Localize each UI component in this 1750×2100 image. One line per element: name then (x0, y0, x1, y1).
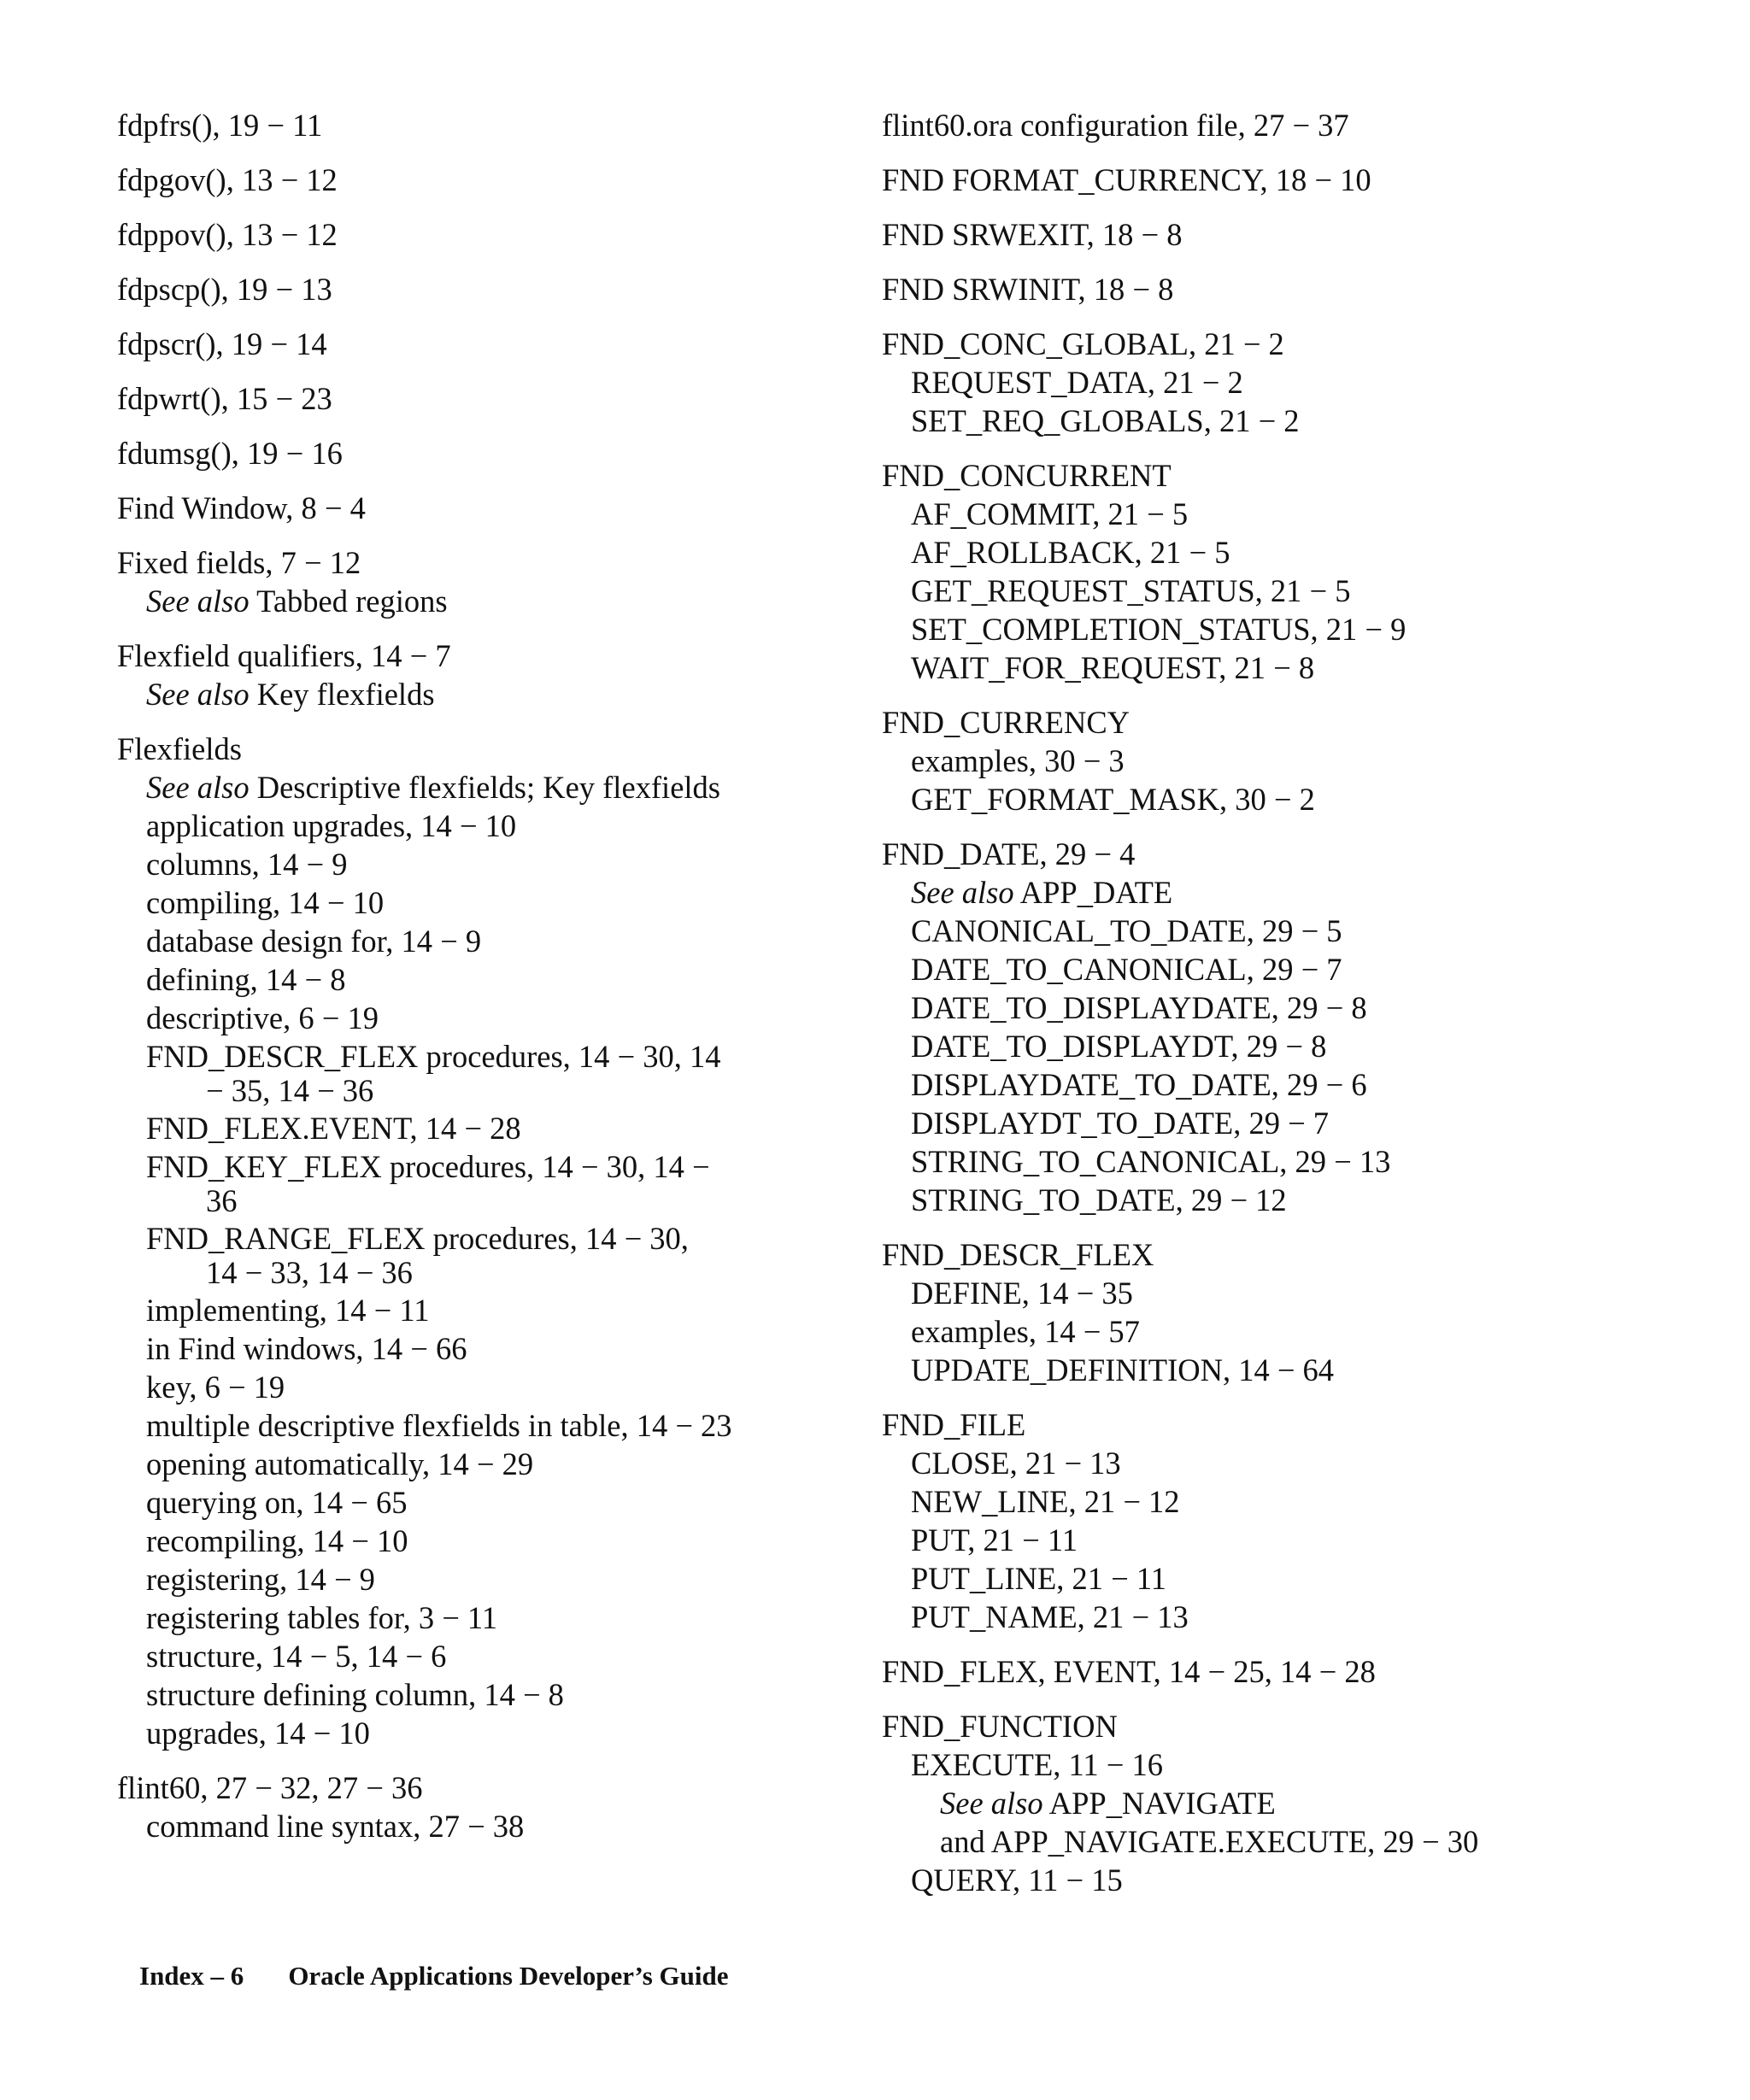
index-entry (882, 325, 1651, 440)
index-subterm (882, 1181, 1651, 1219)
index-subterm (117, 1219, 852, 1258)
index-subterm (882, 1784, 1651, 1822)
index-subterm (117, 999, 852, 1037)
index-text: FND FORMAT_CURRENCY, 18 − 10 (882, 162, 1371, 197)
index-text: 14 − 33, 14 − 36 (206, 1255, 413, 1290)
index-entry (882, 1707, 1651, 1899)
index-text: flint60.ora configuration file, 27 − 37 (882, 108, 1349, 143)
index-entry (117, 543, 852, 620)
see-also-label: See also (146, 677, 250, 712)
index-subterm (117, 1291, 852, 1329)
index-term (117, 636, 852, 675)
index-text: − 35, 14 − 36 (206, 1073, 374, 1108)
index-text: STRING_TO_CANONICAL, 29 − 13 (911, 1144, 1391, 1179)
index-text: DISPLAYDATE_TO_DATE, 29 − 6 (911, 1067, 1367, 1102)
index-subterm (882, 1351, 1651, 1389)
index-text: DATE_TO_CANONICAL, 29 − 7 (911, 952, 1342, 987)
index-text: FND_RANGE_FLEX procedures, 14 − 30, (146, 1221, 689, 1256)
index-entry (117, 106, 852, 144)
index-column-right (882, 106, 1651, 1915)
index-entry (117, 161, 852, 199)
index-subterm (117, 1037, 852, 1076)
index-text: STRING_TO_DATE, 29 − 12 (911, 1182, 1287, 1217)
index-subterm (117, 1147, 852, 1186)
index-term (882, 270, 1651, 308)
index-subterm (882, 1444, 1651, 1482)
index-entry (117, 489, 852, 527)
index-text: APP_NAVIGATE (1048, 1786, 1276, 1821)
index-text: structure defining column, 14 − 8 (146, 1677, 564, 1712)
index-text: registering tables for, 3 − 11 (146, 1600, 498, 1635)
index-subterm (117, 922, 852, 960)
index-entry (117, 1769, 852, 1845)
index-subterm (117, 883, 852, 922)
index-text: Fixed fields, 7 − 12 (117, 545, 361, 580)
index-term (117, 270, 852, 308)
index-text: FND_DESCR_FLEX procedures, 14 − 30, 14 (146, 1039, 721, 1074)
index-continuation (117, 1255, 852, 1291)
index-term (882, 1707, 1651, 1745)
index-text: fdppov(), 13 − 12 (117, 217, 338, 252)
index-text: flint60, 27 − 32, 27 − 36 (117, 1770, 423, 1805)
index-term (882, 703, 1651, 742)
index-term (882, 1652, 1651, 1691)
index-text: compiling, 14 − 10 (146, 885, 385, 920)
index-subterm (117, 1329, 852, 1368)
index-term (117, 106, 852, 144)
index-term (117, 489, 852, 527)
index-text: querying on, 14 − 65 (146, 1485, 408, 1520)
index-text: fdpgov(), 13 − 12 (117, 162, 338, 197)
index-text: REQUEST_DATA, 21 − 2 (911, 365, 1243, 400)
index-term (882, 161, 1651, 199)
index-term (117, 215, 852, 254)
index-text: FND_CONC_GLOBAL, 21 − 2 (882, 326, 1284, 361)
index-entry (882, 161, 1651, 199)
index-term (882, 1235, 1651, 1274)
index-entry (117, 379, 852, 418)
index-subterm (882, 1027, 1651, 1065)
index-text: FND_FUNCTION (882, 1709, 1118, 1744)
index-term (117, 1769, 852, 1807)
index-term (117, 379, 852, 418)
index-text: examples, 30 − 3 (911, 743, 1125, 778)
index-text: GET_REQUEST_STATUS, 21 − 5 (911, 573, 1351, 608)
index-text: FND SRWINIT, 18 − 8 (882, 272, 1174, 307)
index-text: columns, 14 − 9 (146, 847, 348, 882)
index-text: SET_COMPLETION_STATUS, 21 − 9 (911, 612, 1406, 647)
index-subterm (117, 1560, 852, 1598)
index-entry (882, 106, 1651, 144)
index-subterm (882, 533, 1651, 572)
index-text: GET_FORMAT_MASK, 30 − 2 (911, 782, 1315, 817)
index-subterm (882, 363, 1651, 402)
index-text: Descriptive flexfields; Key flexfields (256, 770, 720, 805)
index-term (882, 325, 1651, 363)
index-text: descriptive, 6 − 19 (146, 1000, 379, 1035)
index-text: FND_CONCURRENT (882, 458, 1172, 493)
see-also-label: See also (146, 770, 250, 805)
index-text: WAIT_FOR_REQUEST, 21 − 8 (911, 650, 1315, 685)
index-subterm (117, 960, 852, 999)
index-subterm (117, 675, 852, 713)
index-subterm (882, 1745, 1651, 1784)
index-text: DEFINE, 14 − 35 (911, 1276, 1133, 1311)
index-subterm (882, 610, 1651, 648)
index-subterm (882, 912, 1651, 950)
index-text: Flexfield qualifiers, 14 − 7 (117, 638, 451, 673)
see-also-label: See also (146, 584, 250, 619)
index-entry (882, 1652, 1651, 1691)
index-subterm (882, 1521, 1651, 1559)
index-subterm (117, 1109, 852, 1147)
index-subterm (882, 572, 1651, 610)
index-text: and APP_NAVIGATE.EXECUTE, 29 − 30 (940, 1824, 1479, 1859)
index-subterm (882, 1312, 1651, 1351)
index-text: DISPLAYDT_TO_DATE, 29 − 7 (911, 1106, 1330, 1141)
page-footer (139, 1959, 729, 1993)
index-entry (882, 1405, 1651, 1636)
index-subterm (882, 495, 1651, 533)
index-subterm (117, 1368, 852, 1406)
index-text: database design for, 14 − 9 (146, 924, 482, 959)
index-subterm (117, 1406, 852, 1445)
index-entry (117, 730, 852, 1752)
index-subterm (882, 1482, 1651, 1521)
index-text: in Find windows, 14 − 66 (146, 1331, 467, 1366)
index-entry (882, 835, 1651, 1219)
index-text: CANONICAL_TO_DATE, 29 − 5 (911, 913, 1342, 948)
index-text: FND_DATE, 29 − 4 (882, 836, 1136, 871)
index-text: multiple descriptive flexfields in table, 14 − 23 (146, 1408, 732, 1443)
index-text: recompiling, 14 − 10 (146, 1523, 408, 1558)
index-term (117, 325, 852, 363)
index-text: fdpscp(), 19 − 13 (117, 272, 332, 307)
index-subterm (117, 1675, 852, 1714)
index-text: Key flexfields (256, 677, 435, 712)
index-text: upgrades, 14 − 10 (146, 1716, 370, 1751)
index-subterm (117, 845, 852, 883)
index-text: fdumsg(), 19 − 16 (117, 436, 343, 471)
index-subterm (882, 780, 1651, 818)
index-text: 36 (206, 1183, 238, 1218)
index-subterm (882, 1822, 1651, 1861)
index-continuation (117, 1073, 852, 1109)
index-text: FND_CURRENCY (882, 705, 1130, 740)
index-text: implementing, 14 − 11 (146, 1293, 430, 1328)
index-text: fdpfrs(), 19 − 11 (117, 108, 323, 143)
index-text: APP_DATE (1019, 875, 1173, 910)
index-subterm (882, 873, 1651, 912)
index-subterm (117, 582, 852, 620)
index-subterm (117, 1598, 852, 1637)
index-subterm (117, 807, 852, 845)
index-text: Flexfields (117, 731, 242, 766)
index-text: EXECUTE, 11 − 16 (911, 1747, 1163, 1782)
index-text: PUT, 21 − 11 (911, 1522, 1078, 1557)
index-text: PUT_LINE, 21 − 11 (911, 1561, 1167, 1596)
index-term (117, 543, 852, 582)
index-entry (117, 434, 852, 472)
index-text: PUT_NAME, 21 − 13 (911, 1599, 1189, 1634)
index-term (117, 161, 852, 199)
index-text: QUERY, 11 − 15 (911, 1862, 1123, 1898)
index-text: FND_FLEX, EVENT, 14 − 25, 14 − 28 (882, 1654, 1376, 1689)
footer-book-title: Oracle Applications Developer’s Guide (288, 1961, 729, 1991)
index-text: FND_DESCR_FLEX (882, 1237, 1154, 1272)
index-entry (882, 456, 1651, 687)
index-subterm (117, 1714, 852, 1752)
index-subterm (117, 768, 852, 807)
index-text: FND SRWEXIT, 18 − 8 (882, 217, 1183, 252)
index-subterm (882, 1598, 1651, 1636)
index-term (117, 730, 852, 768)
index-text: examples, 14 − 57 (911, 1314, 1140, 1349)
index-entry (882, 215, 1651, 254)
index-text: structure, 14 − 5, 14 − 6 (146, 1639, 447, 1674)
index-subterm (882, 1861, 1651, 1899)
index-subterm (882, 402, 1651, 440)
index-text: UPDATE_DEFINITION, 14 − 64 (911, 1352, 1335, 1387)
see-also-label: See also (911, 875, 1014, 910)
index-text: SET_REQ_GLOBALS, 21 − 2 (911, 403, 1300, 438)
footer-page-number: Index – 6 (139, 1961, 244, 1991)
see-also-label: See also (940, 1786, 1043, 1821)
index-term (882, 215, 1651, 254)
index-text: FND_FILE (882, 1407, 1026, 1442)
index-subterm (882, 950, 1651, 988)
index-text: FND_FLEX.EVENT, 14 − 28 (146, 1111, 521, 1146)
index-entry (117, 270, 852, 308)
index-text: FND_KEY_FLEX procedures, 14 − 30, 14 − (146, 1149, 710, 1184)
index-entry (882, 270, 1651, 308)
index-term (882, 1405, 1651, 1444)
index-text: Find Window, 8 − 4 (117, 490, 366, 525)
index-continuation (117, 1183, 852, 1219)
index-subterm (882, 1274, 1651, 1312)
index-text: fdpwrt(), 15 − 23 (117, 381, 332, 416)
index-subterm (117, 1522, 852, 1560)
index-subterm (117, 1807, 852, 1845)
index-text: defining, 14 − 8 (146, 962, 346, 997)
index-text: NEW_LINE, 21 − 12 (911, 1484, 1180, 1519)
index-text: DATE_TO_DISPLAYDATE, 29 − 8 (911, 990, 1367, 1025)
index-text: application upgrades, 14 − 10 (146, 808, 517, 843)
index-text: DATE_TO_DISPLAYDT, 29 − 8 (911, 1029, 1327, 1064)
index-entry (117, 636, 852, 713)
index-subterm (117, 1483, 852, 1522)
index-subterm (882, 988, 1651, 1027)
index-text: fdpscr(), 19 − 14 (117, 326, 327, 361)
index-entry (882, 703, 1651, 818)
index-subterm (882, 1104, 1651, 1142)
index-subterm (117, 1637, 852, 1675)
index-column-left (117, 106, 852, 1862)
index-text: Tabbed regions (256, 584, 448, 619)
index-text: key, 6 − 19 (146, 1370, 285, 1405)
index-entry (117, 325, 852, 363)
index-term (882, 835, 1651, 873)
index-entry (117, 215, 852, 254)
index-subterm (117, 1445, 852, 1483)
index-entry (882, 1235, 1651, 1389)
index-subterm (882, 742, 1651, 780)
index-text: registering, 14 − 9 (146, 1562, 375, 1597)
index-text: AF_ROLLBACK, 21 − 5 (911, 535, 1230, 570)
index-term (117, 434, 852, 472)
index-text: opening automatically, 14 − 29 (146, 1446, 534, 1481)
index-subterm (882, 1065, 1651, 1104)
index-term (882, 106, 1651, 144)
index-text: command line syntax, 27 − 38 (146, 1809, 525, 1844)
index-text: AF_COMMIT, 21 − 5 (911, 496, 1189, 531)
index-subterm (882, 1559, 1651, 1598)
index-subterm (882, 648, 1651, 687)
index-term (882, 456, 1651, 495)
index-text: CLOSE, 21 − 13 (911, 1446, 1121, 1481)
index-subterm (882, 1142, 1651, 1181)
